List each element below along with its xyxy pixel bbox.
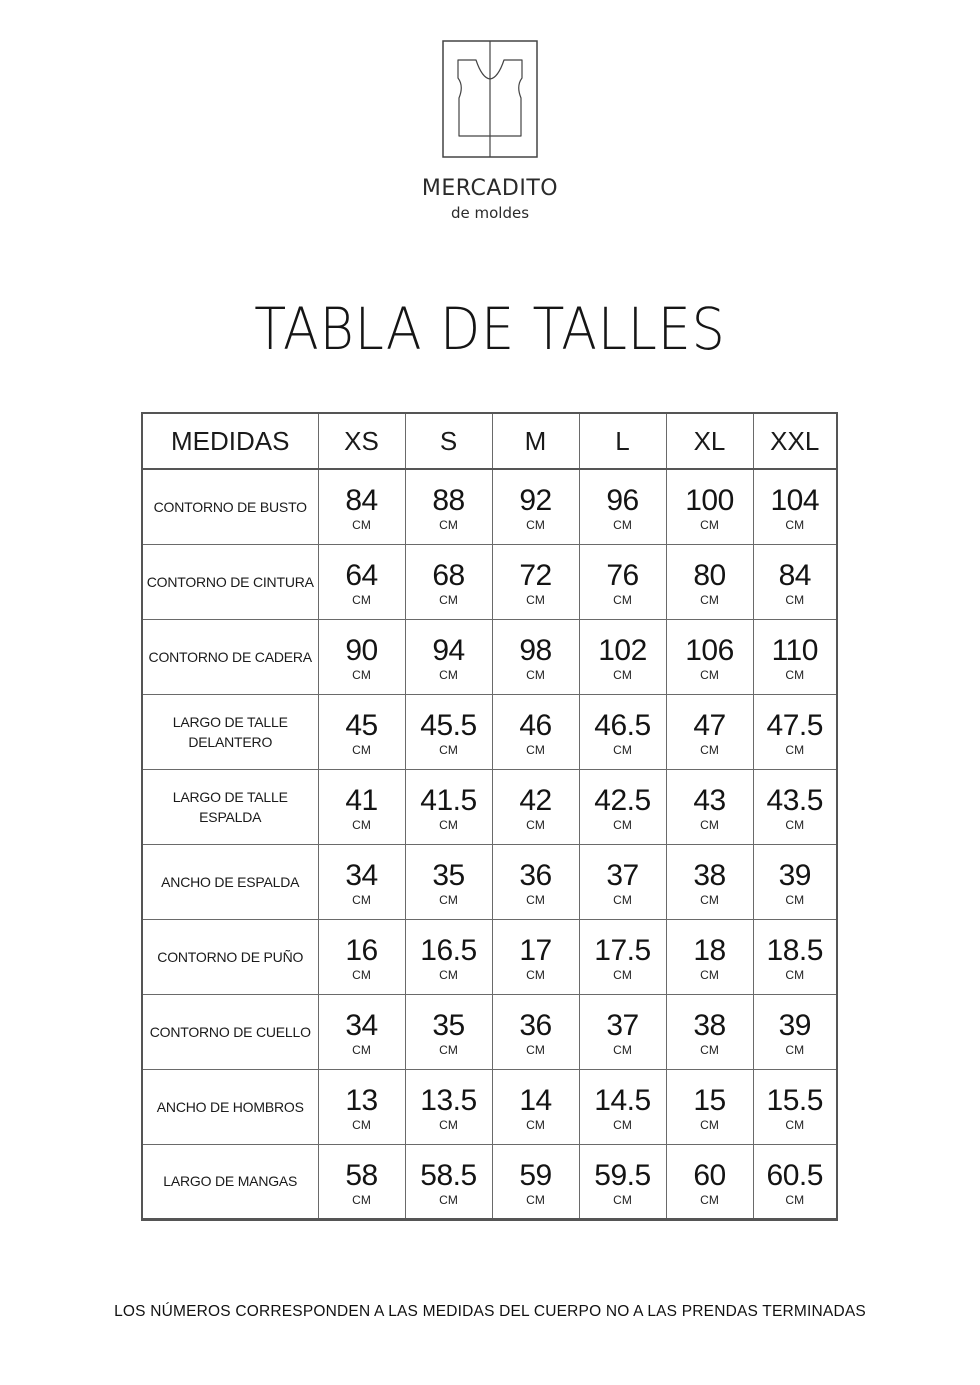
- measurement-unit: CM: [613, 668, 632, 682]
- measurement-cell: [492, 844, 579, 919]
- measurement-value: 17: [519, 934, 552, 967]
- measurement-unit: CM: [785, 968, 805, 982]
- measurement-value: 60.5: [766, 1158, 823, 1192]
- measurement-cell: [492, 694, 579, 769]
- measurement-unit: CM: [352, 1118, 371, 1132]
- measurement-value: 45: [345, 709, 378, 742]
- row-label: LARGO DE MANGAS: [142, 1144, 318, 1219]
- measurement-cell: [492, 1069, 579, 1144]
- measurement-value: 76: [606, 559, 639, 592]
- measurement-unit: CM: [613, 893, 632, 907]
- measurement-cell: [579, 694, 666, 769]
- measurement-value: 15: [693, 1084, 726, 1117]
- measurement-value: 68: [432, 559, 465, 592]
- header-size-s: S: [405, 413, 492, 469]
- measurement-cell: [492, 919, 579, 994]
- measurement-value: 80: [693, 559, 726, 592]
- measurement-cell: [753, 1144, 837, 1219]
- table-row: [142, 919, 837, 994]
- measurement-cell: [579, 844, 666, 919]
- row-label: ANCHO DE HOMBROS: [142, 1069, 318, 1144]
- measurement-cell: [579, 469, 666, 544]
- measurement-unit: CM: [526, 743, 545, 757]
- measurement-value: 17.5: [594, 934, 651, 967]
- measurement-unit: CM: [526, 593, 545, 607]
- measurement-unit: CM: [785, 1118, 805, 1132]
- measurement-unit: CM: [785, 818, 805, 832]
- table-header-row: [142, 413, 837, 469]
- measurement-cell: [492, 1144, 579, 1219]
- measurement-value: 60: [693, 1158, 726, 1192]
- measurement-unit: CM: [613, 818, 632, 832]
- measurement-value: 16: [345, 934, 378, 967]
- measurement-value: 39: [778, 1009, 811, 1042]
- measurement-cell: [666, 769, 753, 844]
- measurement-cell: [666, 544, 753, 619]
- measurement-value: 84: [778, 559, 811, 592]
- measurement-value: 37: [606, 859, 639, 892]
- measurement-cell: [318, 919, 405, 994]
- measurement-cell: [579, 769, 666, 844]
- measurement-value: 92: [519, 484, 552, 518]
- header-size-m: M: [492, 413, 579, 469]
- measurement-cell: [666, 694, 753, 769]
- row-label: CONTORNO DE CADERA: [142, 619, 318, 694]
- measurement-value: 43: [693, 784, 726, 817]
- measurement-unit: CM: [439, 1192, 458, 1207]
- measurement-value: 72: [519, 559, 552, 592]
- footnote: LOS NÚMEROS CORRESPONDEN A LAS MEDIDAS DEL CUERPO NO A LAS PRENDAS TERMINADAS: [114, 1303, 866, 1320]
- brand-name: MERCADITO: [421, 176, 559, 201]
- measurement-unit: CM: [526, 1043, 545, 1057]
- measurement-cell: [405, 619, 492, 694]
- measurement-unit: CM: [352, 1192, 371, 1207]
- measurement-cell: [579, 1144, 666, 1219]
- measurement-unit: CM: [700, 1192, 719, 1207]
- measurement-value: 34: [345, 859, 378, 892]
- measurement-cell: [579, 994, 666, 1069]
- measurement-unit: CM: [526, 1118, 545, 1132]
- measurement-unit: CM: [526, 818, 545, 832]
- brand-logo: [0, 40, 980, 222]
- measurement-value: 18.5: [766, 934, 823, 967]
- measurement-unit: CM: [352, 893, 371, 907]
- measurement-unit: CM: [352, 518, 371, 533]
- table-row: [142, 844, 837, 919]
- measurement-value: 38: [693, 1009, 726, 1042]
- measurement-value: 100: [685, 484, 734, 518]
- measurement-unit: CM: [613, 1192, 632, 1207]
- measurement-cell: [318, 469, 405, 544]
- table-row: [142, 469, 837, 544]
- measurement-value: 36: [519, 1009, 552, 1042]
- row-label: LARGO DE TALLE DELANTERO: [142, 694, 318, 769]
- brand-subtitle: de moldes: [450, 204, 530, 222]
- measurement-unit: CM: [700, 893, 719, 907]
- measurement-unit: CM: [526, 893, 545, 907]
- measurement-cell: [579, 919, 666, 994]
- measurement-unit: CM: [700, 1043, 719, 1057]
- measurement-cell: [405, 919, 492, 994]
- measurement-cell: [666, 1069, 753, 1144]
- measurement-cell: [579, 544, 666, 619]
- measurement-value: 46.5: [594, 709, 651, 742]
- row-label: LARGO DE TALLE ESPALDA: [142, 769, 318, 844]
- measurement-unit: CM: [352, 593, 371, 607]
- measurement-cell: [666, 619, 753, 694]
- measurement-unit: CM: [352, 668, 371, 682]
- measurement-value: 46: [519, 709, 552, 742]
- measurement-cell: [405, 994, 492, 1069]
- measurement-value: 42: [519, 784, 552, 817]
- measurement-unit: CM: [352, 1043, 371, 1057]
- measurement-unit: CM: [785, 593, 805, 607]
- measurement-unit: CM: [700, 593, 719, 607]
- measurement-cell: [492, 619, 579, 694]
- measurement-value: 45.5: [420, 709, 477, 742]
- row-label: CONTORNO DE PUÑO: [142, 919, 318, 994]
- measurement-cell: [753, 919, 837, 994]
- measurement-unit: CM: [439, 668, 458, 682]
- measurement-value: 98: [519, 634, 552, 667]
- measurement-value: 38: [693, 859, 726, 892]
- measurement-value: 106: [685, 634, 734, 667]
- measurement-value: 58.5: [420, 1158, 477, 1192]
- page-title: TABLA DE TALLES: [254, 295, 726, 363]
- measurement-unit: CM: [700, 1118, 719, 1132]
- table-row: [142, 769, 837, 844]
- measurement-value: 64: [345, 559, 378, 592]
- measurement-value: 15.5: [766, 1084, 823, 1117]
- measurement-value: 110: [771, 634, 818, 667]
- measurement-unit: CM: [700, 668, 719, 682]
- measurement-value: 90: [345, 634, 378, 667]
- measurement-cell: [405, 1144, 492, 1219]
- measurement-value: 13: [345, 1084, 378, 1117]
- measurement-unit: CM: [785, 518, 805, 533]
- measurement-value: 14: [519, 1084, 552, 1117]
- measurement-cell: [318, 619, 405, 694]
- measurement-cell: [405, 1069, 492, 1144]
- measurement-value: 84: [345, 484, 378, 518]
- measurement-value: 47: [693, 709, 726, 742]
- measurement-cell: [318, 1144, 405, 1219]
- table-body: [142, 469, 837, 1219]
- measurement-unit: CM: [700, 518, 719, 533]
- measurement-unit: CM: [526, 968, 545, 982]
- measurement-cell: [666, 469, 753, 544]
- header-size-xs: XS: [318, 413, 405, 469]
- measurement-unit: CM: [439, 893, 458, 907]
- measurement-value: 47.5: [766, 709, 823, 742]
- table-row: [142, 1069, 837, 1144]
- measurement-unit: CM: [439, 743, 458, 757]
- measurement-cell: [405, 844, 492, 919]
- table-row: [142, 544, 837, 619]
- measurement-cell: [318, 694, 405, 769]
- measurement-cell: [492, 769, 579, 844]
- measurement-cell: [753, 619, 837, 694]
- measurement-cell: [492, 469, 579, 544]
- measurement-cell: [405, 769, 492, 844]
- header-measures: MEDIDAS: [142, 413, 318, 469]
- measurement-value: 59.5: [594, 1158, 651, 1192]
- measurement-unit: CM: [613, 593, 632, 607]
- measurement-value: 37: [606, 1009, 639, 1042]
- measurement-cell: [579, 619, 666, 694]
- bodice-pattern-icon: [442, 40, 538, 158]
- measurement-cell: [579, 1069, 666, 1144]
- header-size-xl: XL: [666, 413, 753, 469]
- measurement-unit: CM: [613, 518, 632, 533]
- table-row: [142, 619, 837, 694]
- measurement-unit: CM: [613, 743, 632, 757]
- measurement-unit: CM: [352, 968, 371, 982]
- measurement-cell: [492, 994, 579, 1069]
- measurement-unit: CM: [526, 518, 545, 533]
- measurement-unit: CM: [439, 818, 458, 832]
- measurement-cell: [318, 994, 405, 1069]
- measurement-cell: [753, 544, 837, 619]
- measurement-cell: [753, 694, 837, 769]
- measurement-value: 58: [345, 1158, 378, 1192]
- measurement-unit: CM: [439, 593, 458, 607]
- measurement-unit: CM: [613, 1118, 632, 1132]
- measurement-unit: CM: [785, 893, 805, 907]
- measurement-unit: CM: [439, 518, 458, 533]
- measurement-cell: [492, 544, 579, 619]
- measurement-unit: CM: [700, 743, 719, 757]
- row-label: ANCHO DE ESPALDA: [142, 844, 318, 919]
- measurement-unit: CM: [785, 743, 805, 757]
- measurement-value: 35: [432, 1009, 465, 1042]
- measurement-value: 13.5: [420, 1084, 477, 1117]
- row-label: CONTORNO DE CUELLO: [142, 994, 318, 1069]
- measurement-value: 102: [598, 634, 647, 667]
- measurement-value: 16.5: [420, 934, 477, 967]
- measurement-unit: CM: [526, 668, 545, 682]
- measurement-value: 36: [519, 859, 552, 892]
- table-row: [142, 1144, 837, 1219]
- measurement-unit: CM: [439, 1043, 458, 1057]
- measurement-value: 59: [519, 1158, 552, 1192]
- header-size-xxl: XXL: [753, 413, 837, 469]
- measurement-value: 35: [432, 859, 465, 892]
- measurement-cell: [405, 544, 492, 619]
- measurement-unit: CM: [439, 1118, 458, 1132]
- measurement-value: 39: [778, 859, 811, 892]
- measurement-cell: [753, 1069, 837, 1144]
- measurement-value: 88: [432, 484, 465, 518]
- measurement-cell: [666, 994, 753, 1069]
- measurement-value: 104: [770, 484, 820, 518]
- measurement-value: 43.5: [766, 784, 823, 817]
- measurement-value: 18: [693, 934, 726, 967]
- table-row: [142, 694, 837, 769]
- measurement-unit: CM: [439, 968, 458, 982]
- measurement-cell: [318, 769, 405, 844]
- measurement-cell: [318, 844, 405, 919]
- measurement-value: 41.5: [420, 784, 477, 817]
- measurement-cell: [753, 844, 837, 919]
- measurement-cell: [753, 469, 837, 544]
- measurement-cell: [318, 1069, 405, 1144]
- measurement-unit: CM: [785, 1043, 805, 1057]
- measurement-unit: CM: [700, 968, 719, 982]
- measurement-cell: [405, 694, 492, 769]
- measurement-cell: [753, 994, 837, 1069]
- row-label: CONTORNO DE BUSTO: [142, 469, 318, 544]
- measurement-cell: [318, 544, 405, 619]
- measurement-unit: CM: [785, 668, 805, 682]
- measurement-cell: [666, 844, 753, 919]
- measurement-unit: CM: [700, 818, 719, 832]
- measurement-unit: CM: [785, 1192, 805, 1207]
- measurement-cell: [405, 469, 492, 544]
- measurement-unit: CM: [352, 818, 371, 832]
- header-size-l: L: [579, 413, 666, 469]
- measurement-unit: CM: [613, 968, 632, 982]
- measurement-value: 41: [345, 784, 378, 817]
- measurement-cell: [753, 769, 837, 844]
- measurement-value: 34: [345, 1009, 378, 1042]
- measurement-value: 94: [432, 634, 465, 667]
- measurement-unit: CM: [613, 1043, 632, 1057]
- measurement-value: 96: [606, 484, 639, 518]
- row-label: CONTORNO DE CINTURA: [142, 544, 318, 619]
- measurement-value: 14.5: [594, 1084, 651, 1117]
- size-chart-table: [141, 412, 838, 1221]
- measurement-unit: CM: [352, 743, 371, 757]
- measurement-value: 42.5: [594, 784, 651, 817]
- measurement-unit: CM: [526, 1192, 545, 1207]
- measurement-cell: [666, 919, 753, 994]
- measurement-cell: [666, 1144, 753, 1219]
- table-row: [142, 994, 837, 1069]
